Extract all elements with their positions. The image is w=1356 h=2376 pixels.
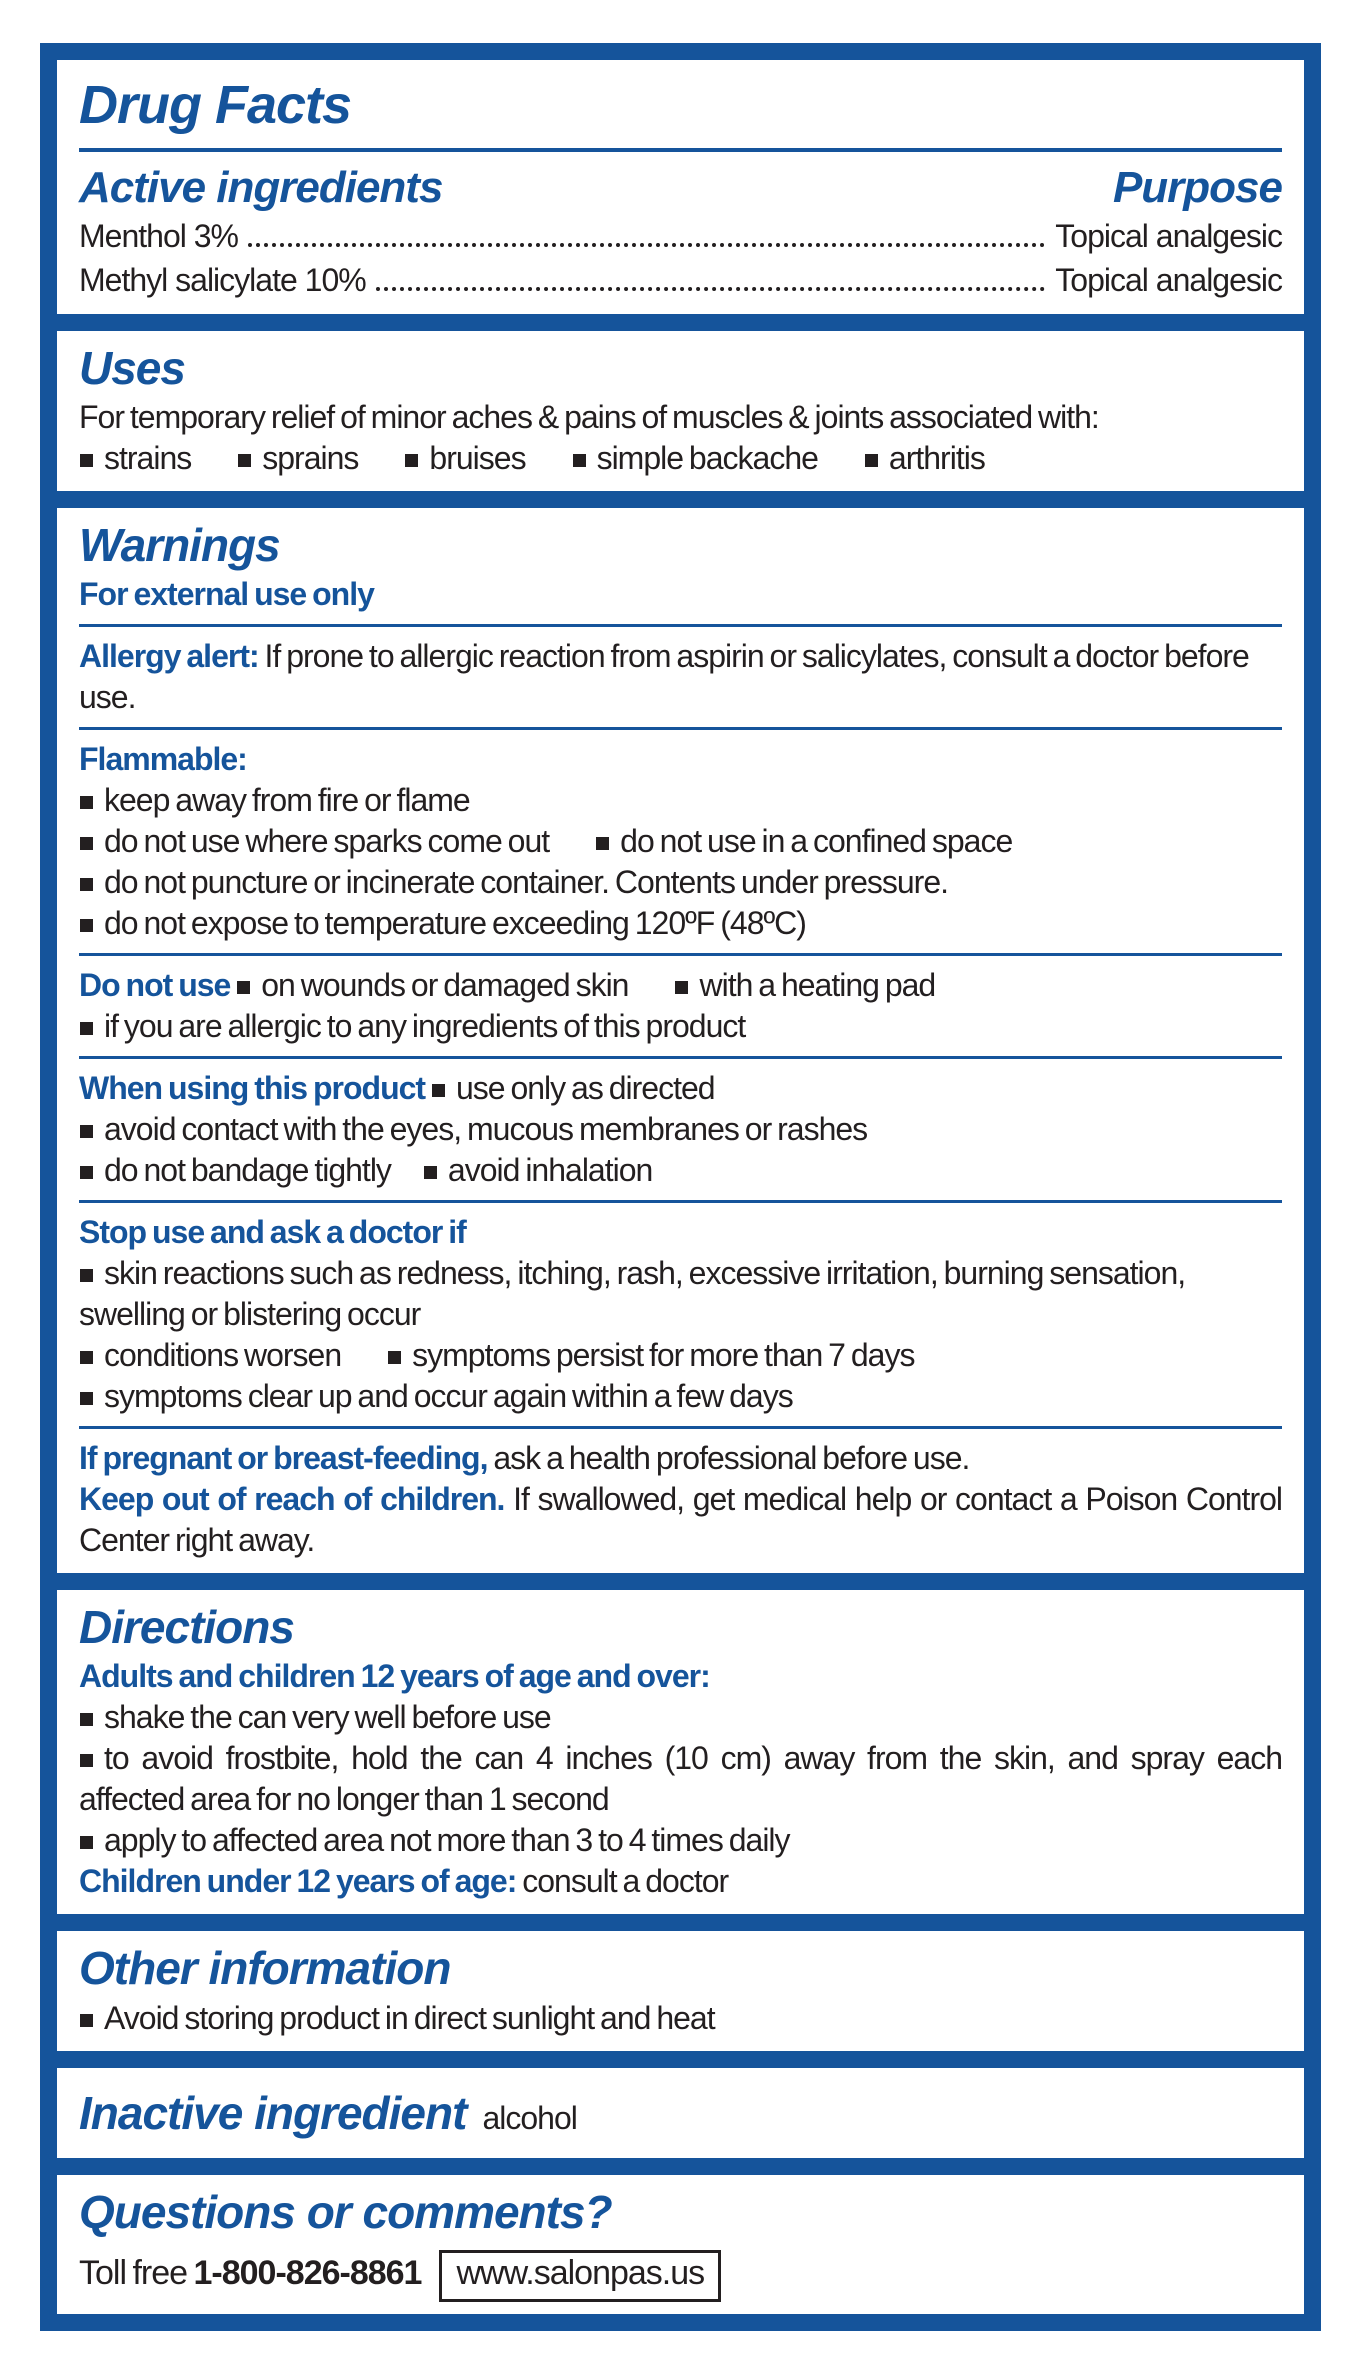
body-text: Toll free	[79, 2254, 194, 2293]
bullet-marker	[80, 1836, 93, 1849]
body-text: If prone to allergic reaction from aspirin or salicylates, consult a doctor before use.	[79, 638, 1249, 716]
columns-heading-row	[79, 162, 1282, 214]
divider	[79, 1426, 1282, 1429]
panel-questions	[57, 2175, 1304, 2314]
bullet-marker	[238, 454, 251, 467]
bullet-marker	[388, 1351, 401, 1364]
phone-number: 1-800-826-8861	[193, 2254, 422, 2293]
paragraph	[79, 636, 1282, 718]
bullet-marker	[80, 1713, 93, 1726]
panel-inactive-ingredient	[57, 2068, 1304, 2158]
panel-warnings	[57, 508, 1304, 1573]
section-heading: Uses	[79, 341, 185, 394]
bullet-marker	[80, 2014, 93, 2027]
paragraph	[79, 1212, 1282, 1253]
divider	[79, 1056, 1282, 1059]
body-text: to avoid frostbite, hold the can 4 inches (10 cm) away from the skin, and spray each affected area for no longer than 1 second	[79, 1740, 1282, 1818]
body-text: consult a doctor	[516, 1863, 729, 1900]
ingredient-row	[79, 258, 1282, 302]
paragraph	[79, 1438, 1282, 1479]
body-text: strains	[104, 439, 192, 476]
bullet-marker	[80, 1351, 93, 1364]
section-heading: Warnings	[79, 518, 280, 571]
paragraph	[79, 903, 1282, 944]
paragraph	[79, 1376, 1282, 1417]
bullet-marker	[80, 796, 93, 809]
panel-other-information	[57, 1931, 1304, 2050]
leader-dots	[376, 287, 1046, 291]
paragraph	[79, 1150, 1282, 1191]
body-text: avoid contact with the eyes, mucous membranes or rashes	[104, 1111, 868, 1148]
ingredient-name: Menthol 3%	[79, 217, 238, 254]
body-text: alcohol	[482, 2099, 577, 2136]
divider	[79, 1200, 1282, 1203]
body-text: simple backache	[596, 439, 818, 476]
section-heading: Other information	[79, 1942, 451, 1995]
subsection-heading: Allergy alert:	[79, 638, 259, 675]
bullet-marker	[80, 1754, 93, 1767]
drug-facts-title: Drug Facts	[79, 75, 352, 135]
body-text: keep away from fire or flame	[104, 782, 470, 819]
bullet-marker	[80, 454, 93, 467]
bullet-marker	[405, 454, 418, 467]
paragraph	[79, 1656, 1282, 1697]
body-text: do not use where sparks come out	[104, 823, 550, 860]
bullet-marker	[80, 919, 93, 932]
subsection-heading: Keep out of reach of children.	[79, 1481, 505, 1518]
subsection-heading: Stop use and ask a doctor if	[79, 1214, 466, 1251]
paragraph	[79, 397, 1282, 438]
paragraph	[79, 1738, 1282, 1820]
body-text: do not use in a confined space	[620, 823, 1013, 860]
paragraph	[79, 965, 1282, 1006]
ingredient-name: Methyl salicylate 10%	[79, 261, 366, 298]
bullet-marker	[80, 1392, 93, 1405]
body-text: sprains	[262, 439, 359, 476]
bullet-marker	[80, 878, 93, 891]
paragraph	[79, 438, 1282, 479]
bullet-marker	[237, 981, 250, 994]
ingredient-purpose: Topical analgesic	[1055, 217, 1282, 254]
website-box: www.salonpas.us	[439, 2250, 721, 2302]
bullet-marker	[80, 1166, 93, 1179]
body-text: if you are allergic to any ingredients of this product	[104, 1008, 746, 1045]
section-heading: Inactive ingredient	[79, 2086, 467, 2139]
ingredient-purpose: Topical analgesic	[1055, 261, 1282, 298]
bullet-marker	[80, 837, 93, 850]
panel-active-ingredients	[57, 60, 1304, 314]
bullet-marker	[573, 454, 586, 467]
paragraph	[79, 1861, 1282, 1902]
divider	[79, 624, 1282, 627]
inline-heading-row	[79, 2080, 1282, 2142]
body-text: symptoms persist for more than 7 days	[412, 1337, 915, 1374]
column-heading-left: Active ingredients	[79, 162, 443, 212]
body-text: symptoms clear up and occur again within a few days	[104, 1378, 793, 1415]
panel-directions	[57, 1590, 1304, 1914]
ingredient-row	[79, 214, 1282, 258]
paragraph	[79, 574, 1282, 615]
paragraph	[79, 2247, 1282, 2302]
body-text: Avoid storing product in direct sunlight and heat	[104, 1999, 715, 2036]
section-heading: Directions	[79, 1601, 294, 1654]
body-text: For temporary relief of minor aches & pains of muscles & joints associated with:	[79, 398, 1099, 435]
paragraph	[79, 862, 1282, 903]
body-text: on wounds or damaged skin	[261, 967, 629, 1004]
subsection-heading: Flammable:	[79, 741, 247, 778]
paragraph	[79, 1335, 1282, 1376]
body-text: ask a health professional before use.	[487, 1440, 970, 1477]
bullet-marker	[80, 1269, 93, 1282]
body-text: skin reactions such as redness, itching, rash, excessive irritation, burning sensation, swelling or blistering occur	[79, 1255, 1186, 1333]
body-text: use only as directed	[455, 1070, 715, 1107]
body-text: If swallowed, get medical help or contact a Poison Control Center right away.	[79, 1481, 1283, 1559]
paragraph	[79, 1998, 1282, 2039]
drug-facts-label	[40, 43, 1321, 2331]
leader-dots	[248, 243, 1045, 247]
paragraph	[79, 1006, 1282, 1047]
bullet-marker	[865, 454, 878, 467]
paragraph	[79, 1697, 1282, 1738]
subsection-heading: Adults and children 12 years of age and over:	[79, 1658, 710, 1695]
section-heading: Questions or comments?	[79, 2185, 612, 2238]
subsection-heading: If pregnant or breast-feeding,	[79, 1440, 488, 1477]
body-text: apply to affected area not more than 3 to 4 times daily	[104, 1822, 790, 1859]
paragraph	[79, 821, 1282, 862]
subsection-heading: For external use only	[79, 576, 374, 613]
subsection-heading: Children under 12 years of age:	[79, 1863, 517, 1900]
body-text: arthritis	[888, 439, 985, 476]
body-text: do not puncture or incinerate container. Contents under pressure.	[104, 864, 949, 901]
panel-uses	[57, 331, 1304, 491]
paragraph	[79, 1479, 1282, 1561]
divider	[79, 148, 1282, 152]
subsection-heading: When using this product	[79, 1070, 431, 1107]
bullet-marker	[596, 837, 609, 850]
divider	[79, 953, 1282, 956]
paragraph	[79, 780, 1282, 821]
body-text: conditions worsen	[104, 1337, 342, 1374]
bullet-marker	[675, 981, 688, 994]
bullet-marker	[80, 1125, 93, 1138]
divider	[79, 727, 1282, 730]
column-heading-right: Purpose	[1112, 162, 1282, 212]
body-text: avoid inhalation	[447, 1152, 653, 1189]
subsection-heading: Do not use	[79, 967, 237, 1004]
body-text: with a heating pad	[699, 967, 936, 1004]
body-text: do not bandage tightly	[104, 1152, 391, 1189]
bullet-marker	[432, 1084, 445, 1097]
paragraph	[79, 739, 1282, 780]
paragraph	[79, 1820, 1282, 1861]
bullet-marker	[424, 1166, 437, 1179]
bullet-marker	[80, 1022, 93, 1035]
body-text: shake the can very well before use	[104, 1699, 551, 1736]
body-text: do not expose to temperature exceeding 120ºF (48ºC)	[104, 905, 806, 942]
paragraph	[79, 1109, 1282, 1150]
paragraph	[79, 1068, 1282, 1109]
body-text: bruises	[429, 439, 526, 476]
paragraph	[79, 1253, 1282, 1335]
